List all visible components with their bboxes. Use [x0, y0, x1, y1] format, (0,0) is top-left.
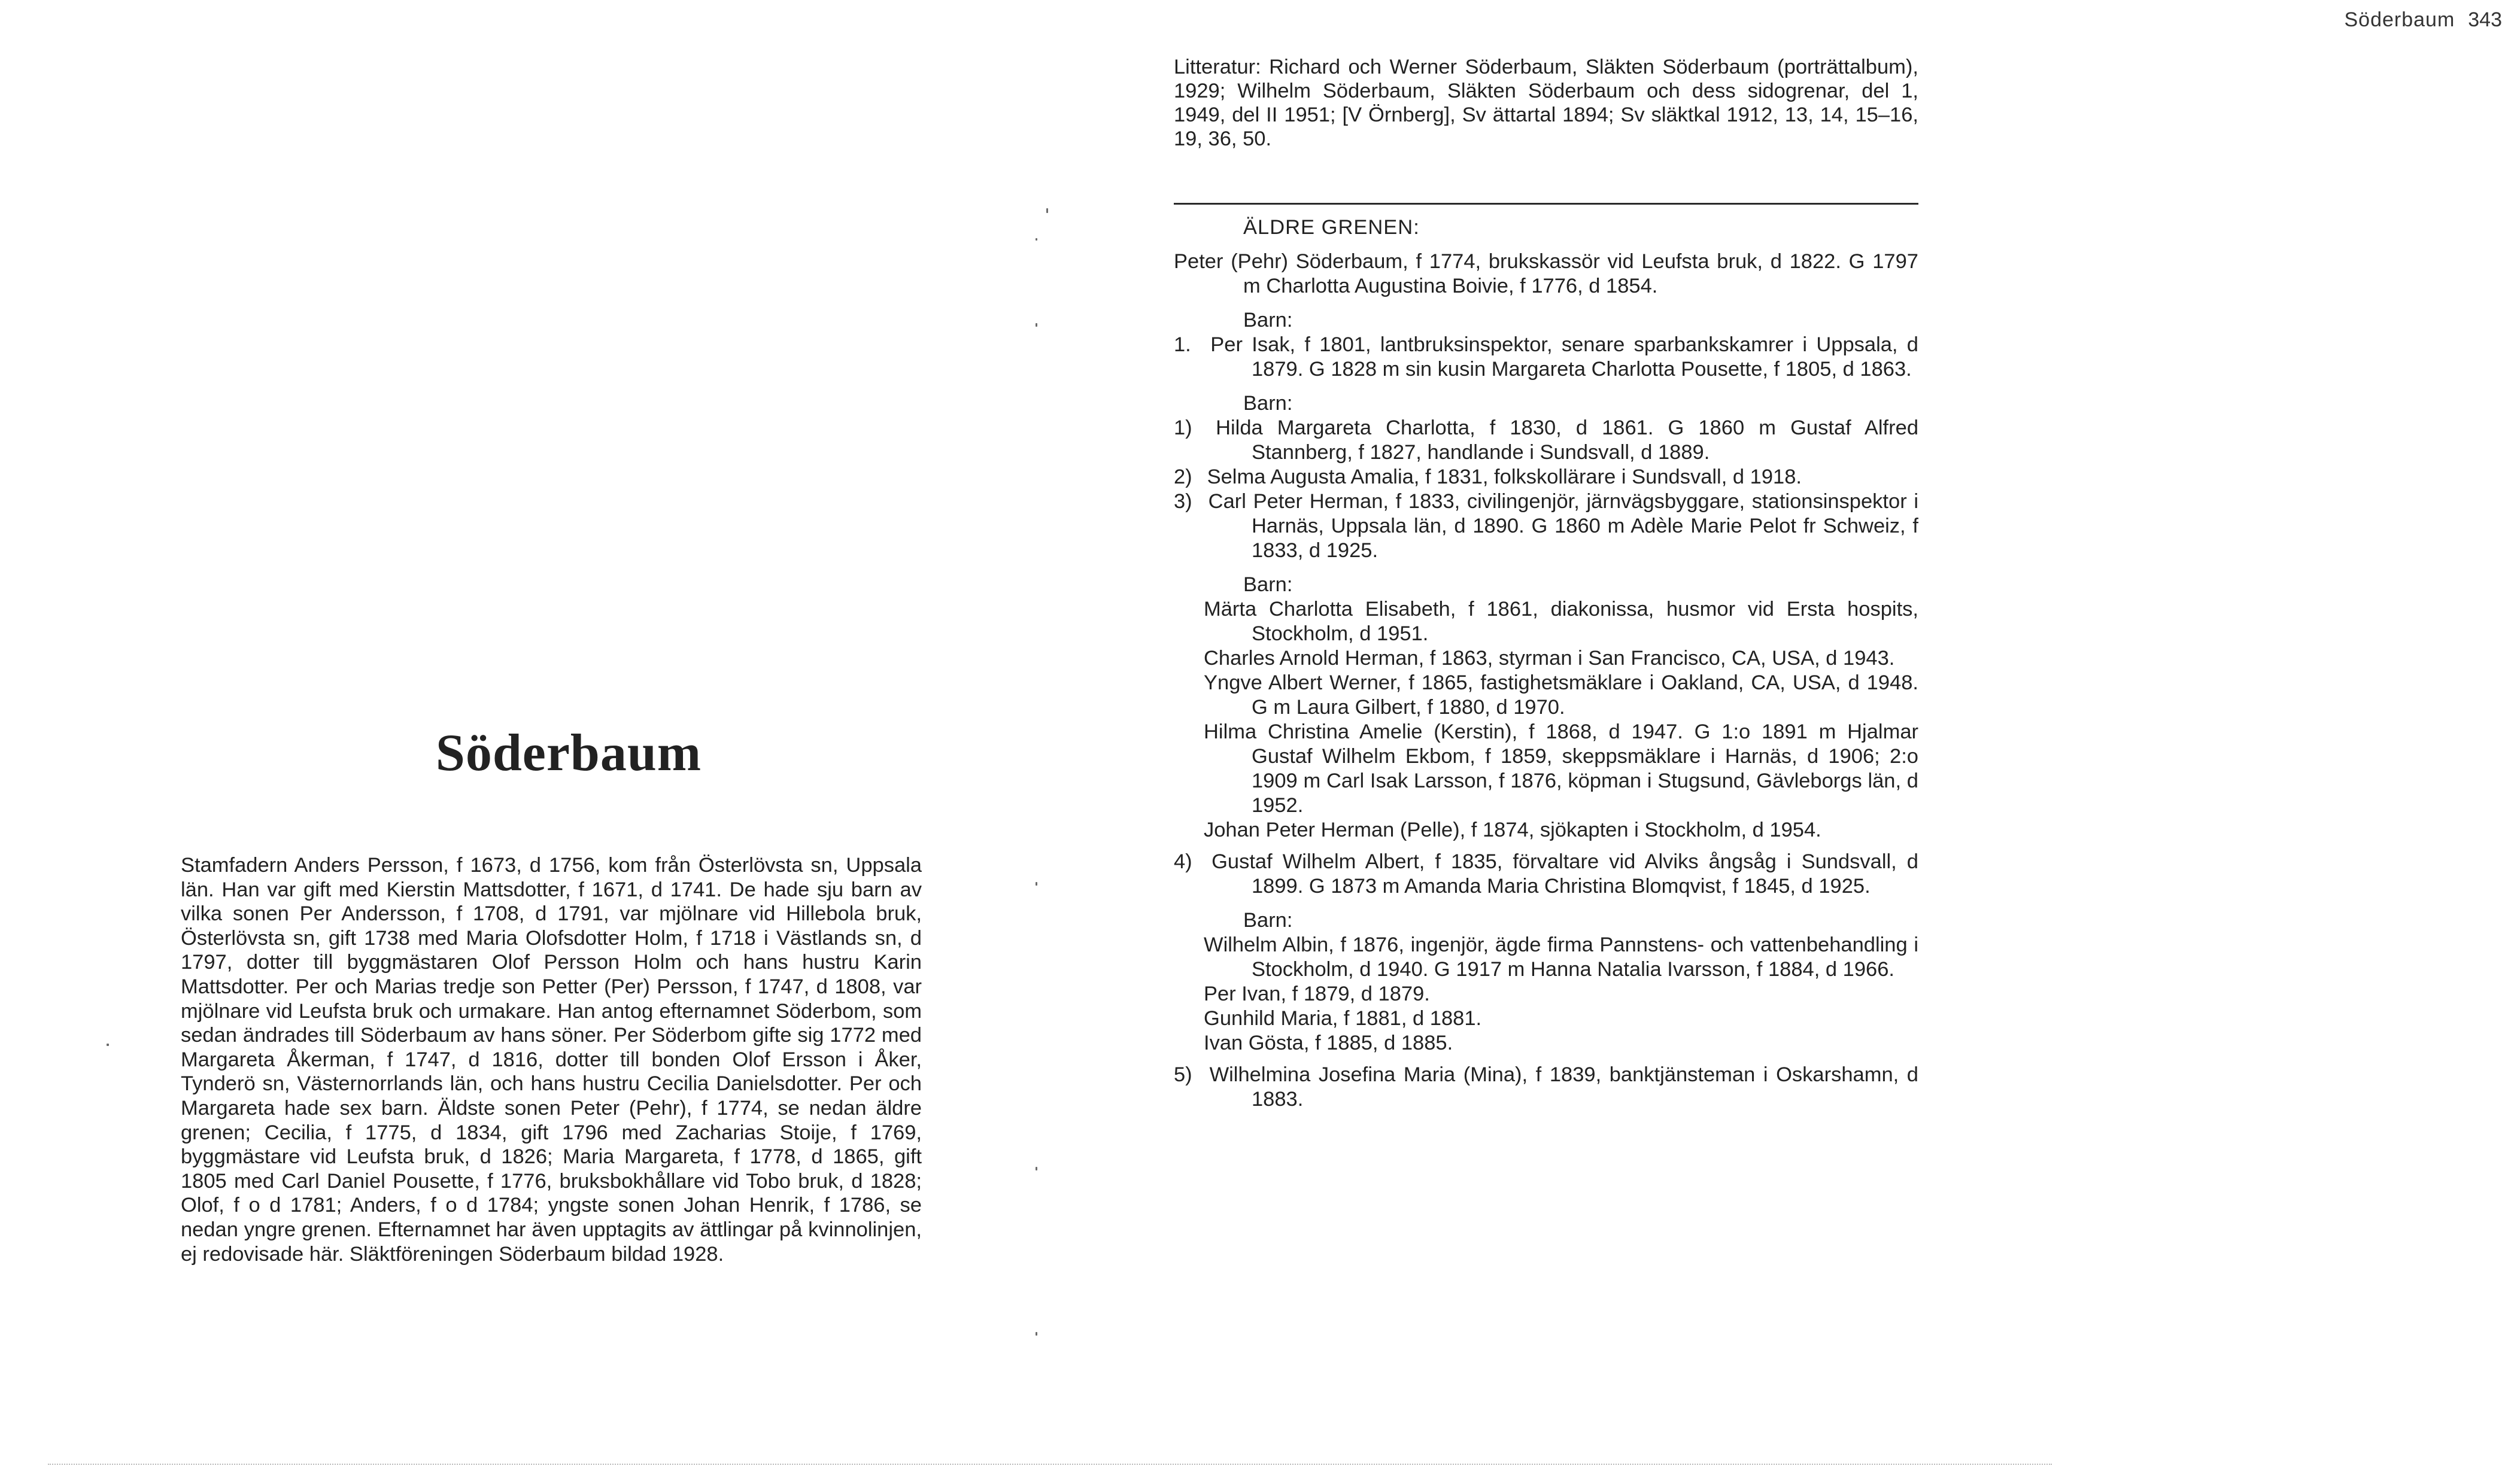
- great-grandchild-entry: Per Ivan, f 1879, d 1879.: [1204, 983, 1430, 1005]
- intro-paragraph: Stamfadern Anders Persson, f 1673, d 1756, kom från Österlövsta sn, Uppsala län. Han var gift med Kierstin Mattsdotter, f 1671, d 1741. De hade sju barn av vilka sonen Per Andersson, f 1708, d 1791, var mjölnare vid Hillebola bruk, Österlövsta sn, gift 1738 med Maria Olofsdotter Holm, f 1718 i Västlands sn, d 1797, dotter till byggmästaren Olof Persson Holm och hans hustru Karin Mattsdotter. Per och Marias tredje son Petter (Per) Persson, f 1747, d 1808, var mjölnare vid Leufsta bruk och urmakare. Han antog efternamnet Söderbom, som sedan ändrades till Söderbaum av hans söner. Per Söderbom gifte sig 1772 med Margareta Åkerman, f 1747, d 1816, dotter till bonden Olof Ersson i Åker, Tynderö sn, Västernorrlands län, och hans hustru Cecilia Danielsdotter. Per och Margareta hade sex barn. Äldste sonen Peter (Pehr), f 1774, se nedan äldre grenen; Cecilia, f 1775, d 1834, gift 1796 med Zacharias Stoije, f 1769, byggmästare vid Leufsta bruk, d 1826; Maria Margareta, f 1778, d 1865, gift 1805 med Carl Daniel Pousette, f 1776, bruksbokhållare vid Tobo bruk, d 1828; Olof, f o d 1781; Anders, f o d 1784; yngste sonen Johan Henrik, f 1786, se nedan yngre grenen. Efternamnet har även upptagits av ättlingar på kvinnolinjen, ej redovisade här. Släktföreningen Söderbaum bildad 1928.: [181, 854, 922, 1266]
- gutter-speck: [1036, 238, 1037, 241]
- grandchild-entry: [1174, 1063, 1918, 1112]
- great-grandchild-entry: Charles Arnold Herman, f 1863, styrman i San Francisco, CA, USA, d 1943.: [1204, 647, 1895, 670]
- running-head-title: Söderbaum: [2344, 8, 2455, 31]
- great-grandchild-entry: Johan Peter Herman (Pelle), f 1874, sjökapten i Stockholm, d 1954.: [1204, 819, 1821, 841]
- entry-number: 1): [1174, 416, 1192, 439]
- page-title: Söderbaum: [435, 724, 702, 782]
- grandchild-entry: [1174, 465, 1918, 489]
- scan-edge-line: [48, 1464, 2052, 1465]
- gutter-speck: [1036, 882, 1037, 886]
- entry-text: Per Isak, f 1801, lantbruksinspektor, senare sparbankskamrer i Uppsala, d 1879. G 1828 m sin kusin Margareta Charlotta Pousette, f 1805, d 1863.: [1210, 333, 1918, 381]
- entry-number: 3): [1174, 490, 1192, 513]
- root-entry: Peter (Pehr) Söderbaum, f 1774, brukskassör vid Leufsta bruk, d 1822. G 1797 m Charlotta Augustina Boivie, f 1776, d 1854.: [1174, 250, 1918, 297]
- great-grandchild-entry: Märta Charlotta Elisabeth, f 1861, diakonissa, husmor vid Ersta hospits, Stockholm, d 1951.: [1204, 598, 1918, 645]
- barn-label: Barn:: [1243, 573, 1293, 596]
- entry-number: 1.: [1174, 333, 1191, 356]
- barn-label: Barn:: [1243, 309, 1293, 332]
- great-grandchild-entry: Ivan Gösta, f 1885, d 1885.: [1204, 1032, 1453, 1054]
- gutter-speck: [1046, 208, 1048, 213]
- great-grandchild-entry: Hilma Christina Amelie (Kerstin), f 1868, d 1947. G 1:o 1891 m Hjalmar Gustaf Wilhelm Ekbom, f 1859, skeppsmäklare i Harnäs, d 1906; 2:o 1909 m Carl Isak Larsson, f 1876, köpman i Stugsund, Gävleborgs län, d 1952.: [1204, 720, 1918, 817]
- great-grandchild-entry: Wilhelm Albin, f 1876, ingenjör, ägde firma Pannstens- och vattenbehandling i Stockholm, d 1940. G 1917 m Hanna Natalia Ivarsson, f 1884, d 1966.: [1204, 933, 1918, 981]
- entry-text: Selma Augusta Amalia, f 1831, folkskollärare i Sundsvall, d 1918.: [1207, 466, 1802, 488]
- entry-text: Wilhelmina Josefina Maria (Mina), f 1839, banktjänsteman i Oskarshamn, d 1883.: [1209, 1063, 1918, 1111]
- great-grandchild-entry: Yngve Albert Werner, f 1865, fastighetsmäklare i Oakland, CA, USA, d 1948. G m Laura Gilbert, f 1880, d 1970.: [1204, 671, 1918, 719]
- entry-text: Hilda Margareta Charlotta, f 1830, d 1861. G 1860 m Gustaf Alfred Stannberg, f 1827, handlande i Sundsvall, d 1889.: [1216, 416, 1919, 464]
- page-number: 343: [2468, 8, 2502, 31]
- barn-label: Barn:: [1243, 392, 1293, 415]
- section-divider: [1174, 203, 1918, 205]
- grandchild-entry: [1174, 416, 1918, 465]
- grandchild-entry: [1174, 489, 1918, 563]
- entry-text: Gustaf Wilhelm Albert, f 1835, förvaltare vid Alviks ångsåg i Sundsvall, d 1899. G 1873 m Amanda Maria Christina Blomqvist, f 1845, d 1925.: [1211, 850, 1918, 898]
- entry-number: 4): [1174, 850, 1192, 873]
- genealogy-list: [1174, 215, 1918, 1112]
- grandchild-entry: [1174, 850, 1918, 899]
- child-entry: [1174, 333, 1918, 382]
- entry-number: 2): [1174, 466, 1192, 488]
- entry-number: 5): [1174, 1063, 1192, 1086]
- barn-label: Barn:: [1243, 909, 1293, 932]
- entry-text: Carl Peter Herman, f 1833, civilingenjör, järnvägsbyggare, stationsinspektor i Harnäs, Uppsala län, d 1890. G 1860 m Adèle Marie Pelot fr Schweiz, f 1833, d 1925.: [1208, 490, 1919, 562]
- gutter-speck: [1036, 1167, 1037, 1170]
- gutter-speck: [1036, 323, 1037, 327]
- great-grandchild-entry: Gunhild Maria, f 1881, d 1881.: [1204, 1007, 1482, 1030]
- gutter-speck: [1036, 1332, 1037, 1336]
- margin-speck: [107, 1044, 109, 1046]
- branch-heading: ÄLDRE GRENEN:: [1243, 216, 1420, 239]
- literature-references: Litteratur: Richard och Werner Söderbaum, Släkten Söderbaum (porträttalbum), 1929; Wilhelm Söderbaum, Släkten Söderbaum och dess sidogrenar, del 1, 1949, del II 1951; [V Örnberg], Sv ättartal 1894; Sv släktkal 1912, 13, 14, 15–16, 19, 36, 50.: [1174, 56, 1918, 150]
- running-head: [1616, 8, 2502, 32]
